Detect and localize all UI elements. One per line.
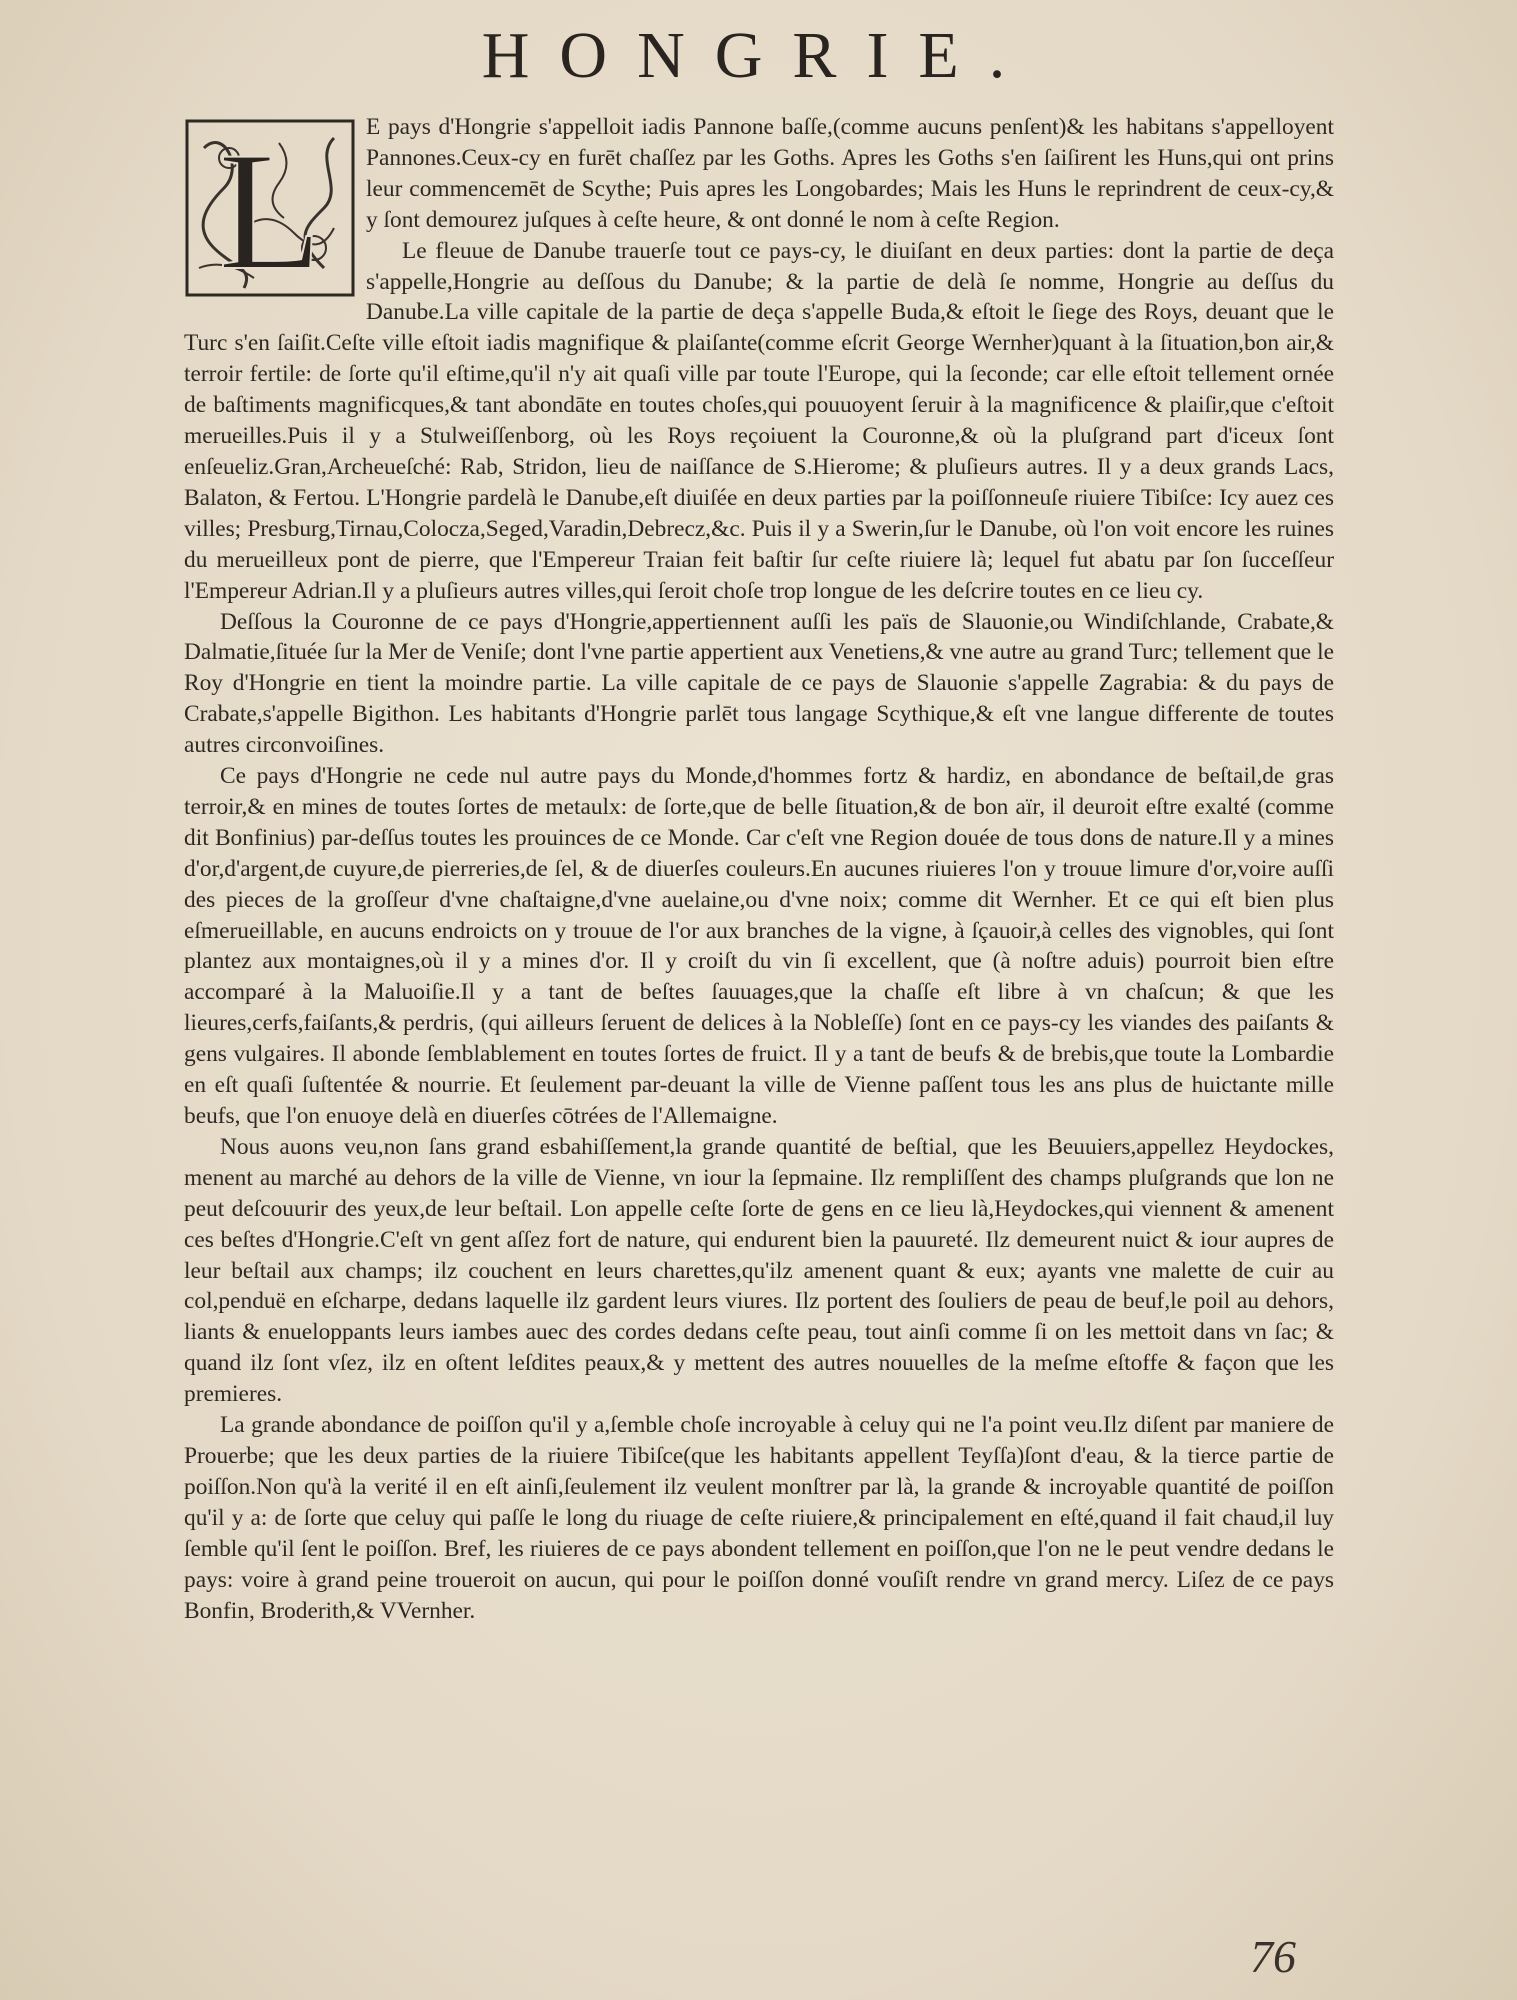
ornamental-initial-icon xyxy=(184,118,356,298)
decorated-initial xyxy=(184,118,356,298)
paragraph-6: La grande abondance de poiſſon qu'il y a,ſemble choſe incroyable à celuy qui ne l'a point veu.Ilz diſent par maniere de Prouerbe; que les deux parties de la riuiere Tibiſce(que les habitants appellent Teyſſa)ſont d'eau, & la tierce partie de poiſſon.Non qu'à la verité il en eſt ainſi,ſeulement ilz veulent monſtrer par là, la grande & incroyable quantité de poiſſon qu'il y a: de ſorte que celuy qui paſſe le long du riuage de ceſte riuiere,& principalement en eſté,quand il fait chaud,il luy ſemble qu'il ſent le poiſſon. Bref, les riuieres de ce pays abondent tellement en poiſſon,que l'on ne le peut vendre dedans le pays: voire à grand peine troueroit on aucun, qui pour le poiſſon donné vouſiſt rendre vn grand mercy. Liſez de ce pays Bonfin, Broderith,& VVernher. xyxy=(184,1412,1334,1624)
paragraph-2: Le fleuue de Danube trauerſe tout ce pays-cy, le diuiſant en deux parties: dont la partie de deça s'appelle,Hongrie au deſſous du Danube; & la partie de delà ſe nomme, Hongrie au deſſus du Danube.La ville capitale de la partie de deça s'appelle Buda,& eſtoit le ſiege des Roys, deuant que le Turc s'en ſaiſit.Ceſte ville eſtoit iadis magnifique & plaiſante(comme eſcrit George Wernher)quant à la ſituation,bon air,& terroir fertile: de ſorte qu'il eſtime,qu'il n'y ait quaſi ville par toute l'Europe, qui la ſeconde; car elle eſtoit tellement ornée de baſtiments magnificques,& tant abondāte en toutes choſes,qui pouuoyent ſeruir à la magnificence & plaiſir,que c'eſtoit merueilles.Puis il y a Stulweiſſenborg, où les Roys reçoiuent la Couronne,& où la pluſgrand part d'iceux ſont enſeueliz.Gran,Archeueſché: Rab, Stridon, lieu de naiſſance de S.Hierome; & pluſieurs autres. Il y a deux grands Lacs, Balaton, & Fertou. L'Hongrie pardelà le Danube,eſt diuiſée en deux parties par la poiſſonneuſe riuiere Tibiſce: Icy auez ces villes; Presburg,Tirnau,Colocza,Seged,Varadin,Debrecz,&c. Puis il y a Swerin,ſur le Danube, où l'on voit encore les ruines du merueilleux pont de pierre, que l'Empereur Traian feit baſtir ſur ceſte riuiere là; lequel fut abatu par ſon ſucceſſeur l'Empereur Adrian.Il y a pluſieurs autres villes,qui ſeroit choſe trop longue de les deſcrire toutes en ce lieu cy. xyxy=(184,237,1334,604)
paragraph-5: Nous auons veu,non ſans grand esbahiſſement,la grande quantité de beſtial, que les Beuuiers,appellez Heydockes, menent au marché au dehors de la ville de Vienne, vn iour la ſepmaine. Ilz rempliſſent des champs pluſgrands que lon ne peut deſcouurir des yeux,de leur beſtail. Lon appelle ceſte ſorte de gens en ce lieu là,Heydockes,qui viennent & amenent ces beſtes d'Hongrie.C'eſt vn gent aſſez fort de nature, qui endurent bien la pauureté. Ilz demeurent nuict & iour aupres de leur beſtail aux champs; ilz couchent en leurs charettes,qu'ilz amenent quant & eux; ayants vne malette de cuir au col,penduë en eſcharpe, dedans laquelle ilz gardent leurs viures. Ilz portent des ſouliers de peau de beuf,le poil au dehors, liants & enueloppants leurs iambes auec des cordes dedans ceſte peau, tout ainſi comme ſi on les mettoit dans vn ſac; & quand ilz ſont vſez, ilz en oſtent leſdites peaux,& y mettent des autres nouuelles de la meſme eſtoffe & façon que les premieres. xyxy=(184,1133,1334,1408)
paragraph-4: Ce pays d'Hongrie ne cede nul autre pays du Monde,d'hommes fortz & hardiz, en abondance de beſtail,de gras terroir,& en mines de toutes ſortes de metaulx: de ſorte,que de belle ſituation,& de bon aïr, il deuroit eſtre exalté (comme dit Bonfinius) par-deſſus toutes les prouinces de ce Monde. Car c'eſt vne Region douée de tous dons de nature.Il y a mines d'or,d'argent,de cuyure,de pierreries,de ſel, & de diuerſes couleurs.En aucunes riuieres l'on y trouue limure d'or,voire auſſi des pieces de la groſſeur d'vne chaſtaigne,d'vne auelaine,ou d'vne noix; comme dit Wernher. Et ce qui eſt bien plus eſmerueillable, en aucuns endroicts on y trouue de l'or aux branches de la vigne, à ſçauoir,à celles des vignobles, qui ſont plantez aux montaignes,où il y a mines d'or. Il y croiſt du vin ſi excellent, que (à noſtre aduis) pourroit bien eſtre accomparé à la Maluoiſie.Il y a tant de beſtes ſauuages,que la chaſſe eſt libre à vn chaſcun; & que les lieures,cerfs,faiſants,& perdris, (qui ailleurs ſeruent de delices à la Nobleſſe) ſont en ce pays-cy les viandes des paiſants & gens vulgaires. Il abonde ſemblablement en toutes ſortes de fruict. Il y a tant de beufs & de brebis,que toute la Lombardie en eſt quaſi ſuſtentée & nourrie. Et ſeulement par-deuant la ville de Vienne paſſent tous les ans plus de huictante mille beufs, que l'on enuoye delà en diuerſes cōtrées de l'Allemaigne. xyxy=(184,763,1334,1129)
page-number: 76 xyxy=(1250,1931,1296,1982)
paragraph-1: E pays d'Hongrie s'appelloit iadis Pannone baſſe,(comme aucuns penſent)& les habitans s'appelloyent Pannones.Ceux-cy en furēt chaſſez par les Goths. Apres les Goths s'en ſaiſirent les Huns,qui ont prins leur commencemēt de Scythe; Puis apres les Longobardes; Mais les Huns le reprindrent de ceux-cy,& y ſont demourez juſques à ceſte heure, & ont donné le nom à ceſte Region. xyxy=(366,114,1334,233)
dropcap-letter: L xyxy=(218,118,322,298)
paragraph-3: Deſſous la Couronne de ce pays d'Hongrie,appertiennent auſſi les païs de Slauonie,ou Windiſchlande, Crabate,& Dalmatie,ſituée ſur la Mer de Veniſe; dont l'vne partie appertient aux Venetiens,& vne autre au grand Turc; tellement que le Roy d'Hongrie en tient la moindre partie. La ville capitale de ce pays de Slauonie s'appelle Zagrabia: & du pays de Crabate,s'appelle Bigithon. Les habitants d'Hongrie parlēt tous langage Scythique,& eſt vne langue differente de toutes autres circonvoiſines. xyxy=(184,608,1334,759)
body-text xyxy=(184,112,1334,1626)
page-title: HONGRIE. xyxy=(481,19,1036,92)
